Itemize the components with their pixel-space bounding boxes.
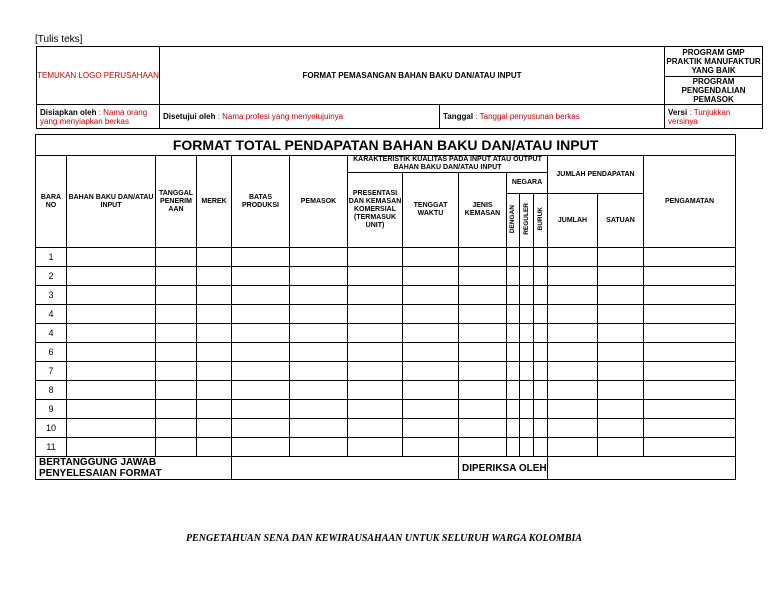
col-buruk: [534, 194, 548, 248]
prepared-label: Disiapkan oleh: [40, 107, 97, 117]
table-cell[interactable]: [67, 362, 156, 381]
table-cell[interactable]: [403, 305, 459, 324]
table-cell[interactable]: [156, 362, 197, 381]
table-cell[interactable]: [598, 362, 644, 381]
table-cell[interactable]: [156, 286, 197, 305]
table-cell[interactable]: [548, 267, 598, 286]
col-tanggal: TANGGAL PENERIM AAN: [156, 156, 197, 248]
table-row: [36, 343, 736, 362]
col-merek: MEREK: [197, 156, 232, 248]
table-cell[interactable]: [197, 305, 232, 324]
table-cell[interactable]: [548, 381, 598, 400]
table-cell[interactable]: [644, 286, 736, 305]
table-cell[interactable]: [67, 343, 156, 362]
table-cell[interactable]: [67, 381, 156, 400]
table-cell[interactable]: [598, 381, 644, 400]
table-cell[interactable]: [459, 267, 507, 286]
table-cell[interactable]: [520, 248, 534, 267]
table-cell[interactable]: [290, 343, 348, 362]
table-cell[interactable]: [644, 362, 736, 381]
document-title: FORMAT PEMASANGAN BAHAN BAKU DAN/ATAU INPUT: [160, 47, 665, 105]
row-number: 11: [36, 438, 67, 457]
approved-value: : Nama profesi yang menyetujuinya: [217, 112, 344, 121]
table-cell[interactable]: [644, 267, 736, 286]
table-cell[interactable]: [644, 419, 736, 438]
table-cell[interactable]: [534, 438, 548, 457]
approved-by: [160, 105, 440, 129]
table-cell[interactable]: [290, 324, 348, 343]
table-cell[interactable]: [232, 438, 290, 457]
date-label: Tanggal: [443, 112, 474, 121]
date-value: : Tanggal penyusunan berkas: [475, 112, 580, 121]
table-row: [36, 248, 736, 267]
table-cell[interactable]: [232, 286, 290, 305]
table-cell[interactable]: [598, 305, 644, 324]
table-cell[interactable]: [459, 381, 507, 400]
table-cell[interactable]: [403, 419, 459, 438]
row-number: 3: [36, 286, 67, 305]
table-row: [36, 381, 736, 400]
table-cell[interactable]: [548, 305, 598, 324]
table-row: [36, 286, 736, 305]
table-cell[interactable]: [197, 438, 232, 457]
row-number: 8: [36, 381, 67, 400]
table-cell[interactable]: [644, 248, 736, 267]
table-cell[interactable]: [520, 267, 534, 286]
col-satuan: SATUAN: [598, 194, 644, 248]
table-cell[interactable]: [507, 248, 520, 267]
table-cell[interactable]: [290, 267, 348, 286]
table-cell[interactable]: [534, 324, 548, 343]
row-number: 4: [36, 324, 67, 343]
col-presentasi: PRESENTASI DAN KEMASAN KOMERSIAL (TERMASUK UNIT): [348, 173, 403, 248]
table-cell[interactable]: [232, 381, 290, 400]
table-cell[interactable]: [403, 324, 459, 343]
table-cell[interactable]: [403, 286, 459, 305]
table-cell[interactable]: [598, 400, 644, 419]
table-cell[interactable]: [534, 286, 548, 305]
table-cell[interactable]: [507, 343, 520, 362]
version-label: Versi: [668, 107, 688, 117]
table-cell[interactable]: [232, 400, 290, 419]
bottom-slogan: PENGETAHUAN SENA DAN KEWIRAUSAHAAN UNTUK SELURUH WARGA KOLOMBIA: [185, 533, 583, 544]
col-jumlah-pendapatan: JUMLAH PENDAPATAN: [548, 156, 644, 194]
table-cell[interactable]: [534, 400, 548, 419]
table-cell[interactable]: [156, 248, 197, 267]
table-cell[interactable]: [598, 343, 644, 362]
table-cell[interactable]: [548, 362, 598, 381]
table-cell[interactable]: [67, 248, 156, 267]
table-cell[interactable]: [534, 267, 548, 286]
table-cell[interactable]: [598, 438, 644, 457]
row-number: 6: [36, 343, 67, 362]
footer-responsible-signature[interactable]: [232, 457, 459, 480]
table-row: [36, 400, 736, 419]
table-cell[interactable]: [598, 419, 644, 438]
table-row: [36, 419, 736, 438]
table-cell[interactable]: [197, 362, 232, 381]
table-cell[interactable]: [459, 248, 507, 267]
table-cell[interactable]: [348, 419, 403, 438]
placeholder-tag: [Tulis teks]: [35, 34, 83, 45]
table-cell[interactable]: [290, 362, 348, 381]
table-cell[interactable]: [534, 343, 548, 362]
table-cell[interactable]: [197, 267, 232, 286]
table-cell[interactable]: [459, 305, 507, 324]
table-cell[interactable]: [197, 248, 232, 267]
table-cell[interactable]: [232, 267, 290, 286]
table-cell[interactable]: [548, 324, 598, 343]
table-cell[interactable]: [534, 381, 548, 400]
table-cell[interactable]: [348, 400, 403, 419]
table-cell[interactable]: [459, 362, 507, 381]
version-value: : Tunjukkan versinya: [668, 107, 731, 126]
col-negara: NEGARA: [507, 173, 548, 194]
table-cell[interactable]: [507, 400, 520, 419]
table-cell[interactable]: [644, 381, 736, 400]
table-cell[interactable]: [520, 381, 534, 400]
table-cell[interactable]: [507, 419, 520, 438]
table-cell[interactable]: [534, 248, 548, 267]
table-cell[interactable]: [290, 419, 348, 438]
table-cell[interactable]: [197, 381, 232, 400]
approved-label: Disetujui oleh: [163, 112, 216, 121]
table-cell[interactable]: [290, 400, 348, 419]
table-row: [36, 324, 736, 343]
table-cell[interactable]: [67, 400, 156, 419]
table-cell[interactable]: [598, 267, 644, 286]
table-cell[interactable]: [156, 343, 197, 362]
table-cell[interactable]: [348, 267, 403, 286]
table-cell[interactable]: [290, 286, 348, 305]
table-cell[interactable]: [67, 286, 156, 305]
col-bahan-baku: BAHAN BAKU DAN/ATAU INPUT: [67, 156, 156, 248]
table-cell[interactable]: [290, 248, 348, 267]
row-number: 10: [36, 419, 67, 438]
col-jumlah: JUMLAH: [548, 194, 598, 248]
table-cell[interactable]: [507, 286, 520, 305]
table-cell[interactable]: [507, 267, 520, 286]
table-cell[interactable]: [232, 324, 290, 343]
table-row: [36, 267, 736, 286]
table-cell[interactable]: [403, 362, 459, 381]
table-cell[interactable]: [534, 305, 548, 324]
table-cell[interactable]: [520, 286, 534, 305]
table-cell[interactable]: [232, 343, 290, 362]
table-cell[interactable]: [156, 324, 197, 343]
table-cell[interactable]: [520, 400, 534, 419]
date-field: [440, 105, 665, 129]
table-cell[interactable]: [348, 286, 403, 305]
form-rows: [36, 248, 736, 457]
table-cell[interactable]: [459, 324, 507, 343]
program-gmp: PROGRAM GMP PRAKTIK MANUFAKTUR YANG BAIK: [666, 48, 761, 75]
col-pemasok: PEMASOK: [290, 156, 348, 248]
table-cell[interactable]: [548, 438, 598, 457]
table-row: [36, 438, 736, 457]
table-cell[interactable]: [348, 438, 403, 457]
table-cell[interactable]: [644, 343, 736, 362]
table-cell[interactable]: [348, 343, 403, 362]
table-cell[interactable]: [644, 324, 736, 343]
table-cell[interactable]: [348, 324, 403, 343]
table-cell[interactable]: [548, 248, 598, 267]
table-cell[interactable]: [403, 267, 459, 286]
table-cell[interactable]: [348, 362, 403, 381]
table-cell[interactable]: [459, 419, 507, 438]
col-reguler-label: REGULER: [522, 203, 530, 235]
logo-placeholder: TEMUKAN LOGO PERUSAHAAN: [37, 47, 160, 105]
table-row: [36, 305, 736, 324]
table-cell[interactable]: [348, 248, 403, 267]
table-cell[interactable]: [598, 248, 644, 267]
prepared-value: : Nama orang yang menyiapkan berkas: [40, 107, 148, 126]
table-cell[interactable]: [290, 438, 348, 457]
table-cell[interactable]: [197, 343, 232, 362]
table-cell[interactable]: [232, 419, 290, 438]
table-cell[interactable]: [534, 362, 548, 381]
table-cell[interactable]: [459, 400, 507, 419]
footer-checked-signature[interactable]: [548, 457, 736, 480]
table-cell[interactable]: [290, 381, 348, 400]
table-cell[interactable]: [403, 381, 459, 400]
table-cell[interactable]: [197, 324, 232, 343]
document-header: [36, 46, 763, 129]
table-cell[interactable]: [644, 305, 736, 324]
table-cell[interactable]: [67, 305, 156, 324]
table-cell[interactable]: [507, 324, 520, 343]
table-cell[interactable]: [232, 248, 290, 267]
table-cell[interactable]: [520, 419, 534, 438]
table-cell[interactable]: [232, 362, 290, 381]
table-row: [36, 362, 736, 381]
table-cell[interactable]: [290, 305, 348, 324]
table-cell[interactable]: [520, 305, 534, 324]
table-cell[interactable]: [644, 438, 736, 457]
table-cell[interactable]: [67, 438, 156, 457]
table-cell[interactable]: [156, 267, 197, 286]
table-cell[interactable]: [507, 362, 520, 381]
table-cell[interactable]: [520, 324, 534, 343]
table-cell[interactable]: [348, 381, 403, 400]
table-cell[interactable]: [156, 381, 197, 400]
table-cell[interactable]: [459, 343, 507, 362]
table-cell[interactable]: [403, 248, 459, 267]
table-cell[interactable]: [507, 305, 520, 324]
table-cell[interactable]: [197, 419, 232, 438]
row-number: 9: [36, 400, 67, 419]
row-number: 7: [36, 362, 67, 381]
table-cell[interactable]: [507, 438, 520, 457]
table-cell[interactable]: [67, 419, 156, 438]
col-reguler: [520, 194, 534, 248]
table-cell[interactable]: [507, 381, 520, 400]
program-supplier: PROGRAM PENGENDALIAN PEMASOK: [665, 77, 763, 105]
col-tenggat: TENGGAT WAKTU: [403, 173, 459, 248]
table-cell[interactable]: [197, 286, 232, 305]
table-cell[interactable]: [548, 286, 598, 305]
table-cell[interactable]: [548, 400, 598, 419]
prepared-by: [37, 105, 160, 129]
table-cell[interactable]: [403, 343, 459, 362]
table-cell[interactable]: [348, 305, 403, 324]
col-buruk-label: BURUK: [536, 207, 544, 231]
col-pengamatan: PENGAMATAN: [644, 156, 736, 248]
table-cell[interactable]: [197, 400, 232, 419]
col-dengan: [507, 194, 520, 248]
table-cell[interactable]: [156, 438, 197, 457]
row-number: 2: [36, 267, 67, 286]
table-cell[interactable]: [67, 267, 156, 286]
col-dengan-label: DENGAN: [509, 204, 516, 234]
intake-form-table: [35, 134, 736, 480]
footer-responsible: BERTANGGUNG JAWAB PENYELESAIAN FORMAT: [36, 457, 232, 480]
table-cell[interactable]: [548, 343, 598, 362]
table-cell[interactable]: [459, 438, 507, 457]
table-cell[interactable]: [644, 400, 736, 419]
table-cell[interactable]: [156, 419, 197, 438]
row-number: 1: [36, 248, 67, 267]
table-cell[interactable]: [156, 400, 197, 419]
table-cell[interactable]: [67, 324, 156, 343]
table-cell[interactable]: [520, 362, 534, 381]
col-batas: BATAS PRODUKSI: [232, 156, 290, 248]
table-cell[interactable]: [548, 419, 598, 438]
table-cell[interactable]: [520, 343, 534, 362]
form-title: FORMAT TOTAL PENDAPATAN BAHAN BAKU DAN/ATAU INPUT: [36, 135, 736, 156]
col-bara-no: BARA NO: [36, 156, 67, 248]
table-cell[interactable]: [459, 286, 507, 305]
table-cell[interactable]: [232, 305, 290, 324]
table-cell[interactable]: [520, 438, 534, 457]
table-cell[interactable]: [403, 400, 459, 419]
table-cell[interactable]: [598, 324, 644, 343]
table-cell[interactable]: [598, 286, 644, 305]
table-cell[interactable]: [534, 419, 548, 438]
table-cell[interactable]: [156, 305, 197, 324]
row-number: 4: [36, 305, 67, 324]
table-cell[interactable]: [403, 438, 459, 457]
col-karakteristik: KARAKTERISTIK KUALITAS PADA INPUT ATAU OUTPUT BAHAN BAKU DAN/ATAU INPUT: [348, 156, 548, 173]
col-jenis: JENIS KEMASAN: [459, 173, 507, 248]
version-field: [665, 105, 763, 129]
footer-checked-by: DIPERIKSA OLEH: [459, 457, 548, 480]
